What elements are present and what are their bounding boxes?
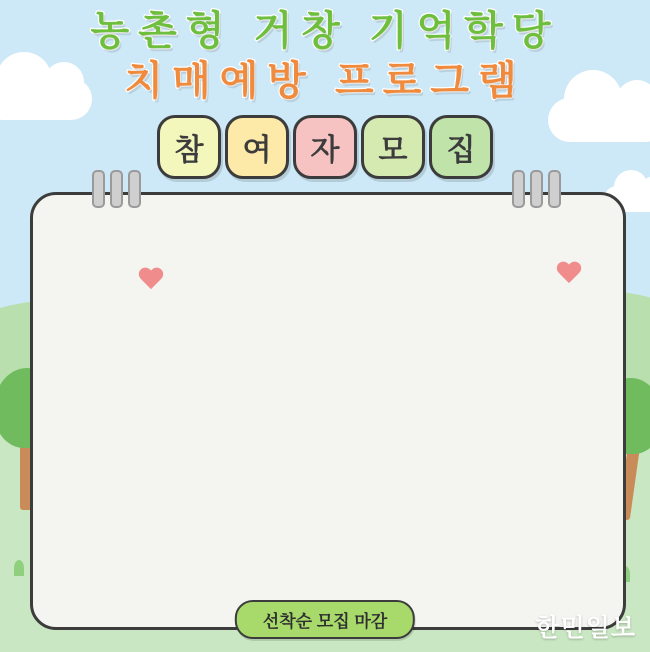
heart-icon bbox=[138, 268, 164, 292]
content-board bbox=[30, 192, 626, 630]
recruit-bubble: 여 bbox=[225, 115, 289, 179]
recruit-bubble: 집 bbox=[429, 115, 493, 179]
recruit-bubble: 참 bbox=[157, 115, 221, 179]
recruit-bubble: 자 bbox=[293, 115, 357, 179]
grass-icon bbox=[14, 560, 24, 576]
heart-icon bbox=[556, 262, 582, 286]
title-line-1: 농촌형 거창 기억학당 bbox=[90, 9, 560, 53]
recruit-bubble: 모 bbox=[361, 115, 425, 179]
title-line-2: 치매예방 프로그램 bbox=[124, 59, 526, 103]
poster-title bbox=[0, 6, 650, 106]
recruit-bubble-row bbox=[0, 115, 650, 179]
footer-note: 선착순 모집 마감 bbox=[235, 600, 415, 639]
brand-watermark: 한민일보 bbox=[535, 614, 636, 642]
